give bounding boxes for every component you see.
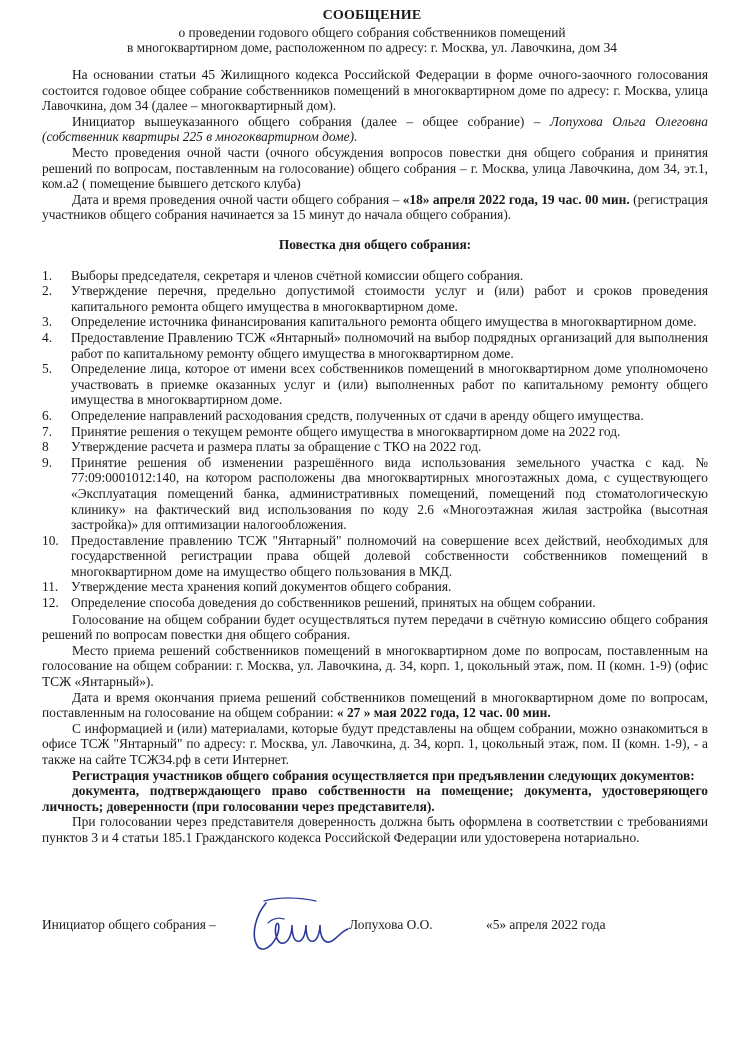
document-subtitle-line1: о проведении годового общего собрания собственников помещений: [178, 24, 566, 40]
voting-paragraph-3: [42, 690, 708, 721]
voting-paragraph-4: С информацией и (или) материалами, которые будут представлены на общем собрании, можно ознакомиться в офисе ТСЖ "Янтарный" по адресу: г. Москва, ул. Лавочкина, д. 34, корп. 1, цокольный этаж, пом. II (комн. 1-9), - а также на сайте ТСЖ34.рф в сети Интернет.: [42, 720, 708, 767]
agenda-item: [42, 268, 708, 284]
initiator-intro-text: Инициатор вышеуказанного общего собрания (далее – общее собрание) –: [72, 113, 550, 129]
agenda-item-text: Определение способа доведения до собственников решений, принятых на общем собрании.: [71, 595, 596, 611]
initiator-label: Инициатор общего собрания –: [42, 917, 216, 932]
agenda-item-text: Предоставление Правлению ТСЖ «Янтарный» полномочий на выбор подрядных организаций для выполнения работ по капитальному ремонту общего имущества в многоквартирном доме.: [71, 329, 708, 361]
agenda-item: [42, 579, 708, 595]
agenda-item-text: Определение источника финансирования капитального ремонта общего имущества в многоквартирном доме.: [71, 314, 697, 330]
initiator-name: Лопухова Ольга Олеговна (собственник квартиры 225 в многоквартирном доме).: [42, 113, 708, 145]
meeting-date-label: Дата и время проведения очной части общего собрания –: [72, 191, 403, 207]
agenda-item-number: 3.: [42, 314, 53, 330]
intro-paragraph-4: [42, 192, 708, 223]
document-subtitle-line2: в многоквартирном доме, расположенном по адресу: г. Москва, ул. Лавочкина, дом 34: [127, 40, 617, 56]
agenda-item-text: Предоставление правлению ТСЖ "Янтарный" полномочий на совершение всех действий, необходимых для государственной регистрации права общей долевой собственности собственников помещений в многоквартирном доме на имущество общего пользования в МКД.: [71, 532, 708, 579]
agenda-item: [42, 424, 708, 440]
agenda-item-text: Определение лица, которое от имени всех собственников помещений в многоквартирном доме уполномочено участвовать в приемке оказанных услуг и (или) выполненных работ по капитальному ремонту общего имущества в многоквартирном доме.: [71, 361, 708, 408]
agenda-list: [42, 268, 708, 611]
proxy-requirements: При голосовании через представителя доверенность должна быть оформлена в соответствии с требованиями пунктов 3 и 4 статьи 185.1 Гражданского кодекса Российской Федерации или удостоверена нотариально.: [42, 814, 708, 845]
decision-deadline-date: « 27 » мая 2022 года, 12 час. 00 мин.: [336, 705, 551, 721]
agenda-item: [42, 283, 708, 314]
agenda-item: [42, 361, 708, 408]
agenda-item-number: 11.: [42, 579, 59, 595]
registration-heading: Регистрация участников общего собрания осуществляется при предъявлении следующих документов:: [72, 767, 695, 783]
agenda-item-number: 7.: [42, 423, 53, 439]
agenda-item-number: 10.: [42, 532, 59, 548]
meeting-registration-note: (регистрация участников общего собрания начинается за 15 минут до начала общего собрания).: [42, 191, 708, 223]
agenda-item-number: 1.: [42, 267, 53, 283]
intro-paragraph-1: На основании статьи 45 Жилищного кодекса Российской Федерации в форме очного-заочного голосования состоится годовое общее собрание собственников помещений в многоквартирном доме по адресу: г. Москва, улица Лавочкина, дом 34 (далее – многоквартирный дом).: [42, 67, 708, 114]
agenda-item-number: 8: [42, 439, 49, 455]
agenda-item-text: Утверждение перечня, предельно допустимой стоимости услуг и (или) работ и сроков проведения капитального ремонта общего имущества в многоквартирном доме.: [71, 283, 708, 314]
agenda-item-number: 5.: [42, 361, 53, 377]
intro-paragraph-2: [42, 114, 708, 145]
initiator-short-name: Лопухова О.О.: [349, 917, 433, 932]
agenda-title: Повестка дня общего собрания:: [278, 237, 472, 252]
agenda-item-number: 9.: [42, 454, 53, 470]
agenda-item: [42, 330, 708, 361]
signature-date: «5» апреля 2022 года: [486, 917, 606, 932]
agenda-item-text: Выборы председателя, секретаря и членов счётной комиссии общего собрания.: [71, 267, 524, 283]
agenda-item-text: Утверждение расчета и размера платы за обращение с ТКО на 2022 год.: [71, 439, 482, 455]
agenda-item-number: 2.: [42, 283, 53, 299]
voting-paragraph-2: Место приема решений собственников помещений в многоквартирном доме по вопросам, поставленным на голосование на общем собрании: г. Москва, ул. Лавочкина, д. 34, корп. 1, цокольный этаж, пом. II (комн. 1-9) (офис ТСЖ «Янтарный»).: [42, 642, 708, 690]
decision-deadline-label: Дата и время окончания приема решений собственников помещений в многоквартирном доме по вопросам, поставленным на голосование на общем собрании:: [42, 689, 708, 721]
agenda-item-number: 4.: [42, 329, 53, 345]
intro-section: [42, 67, 708, 223]
agenda-item: [42, 595, 708, 611]
agenda-item-text: Принятие решения об изменении разрешённого вида использования земельного участка с кад. № 77:09:0001012:140, на котором расположены два многоквартирных многоэтажных дома, с существующего «Эксплуатация помещений банка, административных помещений, помещений под стоматологическую клинику» на фактический вид использования по коду 2.6 «Многоэтажная жилая застройка (высотная застройка)» для оптимизации налогообложения.: [71, 454, 708, 533]
agenda-item-text: Принятие решения о текущем ремонте общего имущества в многоквартирном доме на 2022 год.: [71, 423, 621, 439]
agenda-item-number: 12.: [42, 595, 59, 611]
intro-paragraph-3: Место проведения очной части (очного обсуждения вопросов повестки дня общего собрания и принятия решений по вопросам, поставленным на голосование) общего собрания – г. Москва, улица Лавочкина, дом 34, эт.1, ком.а2 ( помещение бывшего детского клуба): [42, 144, 708, 192]
agenda-item: [42, 314, 708, 330]
agenda-item-text: Утверждение места хранения копий документов общего собрания.: [71, 579, 452, 595]
agenda-item: [42, 439, 708, 455]
voting-paragraph-1: Голосование на общем собрании будет осуществляться путем передачи в счётную комиссию общего собрания решений по вопросам повестки дня общего собрания.: [42, 611, 708, 643]
agenda-item-number: 6.: [42, 407, 53, 423]
agenda-item: [42, 455, 708, 533]
registration-documents: документа, подтверждающего право собственности на помещение; документа, удостоверяющего личность; доверенности (при голосовании через представителя).: [42, 783, 708, 814]
meeting-date: «18» апреля 2022 года, 19 час. 00 мин.: [402, 191, 630, 207]
document-title: СООБЩЕНИЕ: [322, 8, 422, 23]
agenda-item: [42, 408, 708, 424]
agenda-item: [42, 533, 708, 580]
signature-row: [42, 917, 708, 941]
agenda-section: [42, 237, 708, 846]
agenda-item-text: Определение направлений расходования средств, полученных от сдачи в аренду общего имущества.: [71, 407, 644, 423]
